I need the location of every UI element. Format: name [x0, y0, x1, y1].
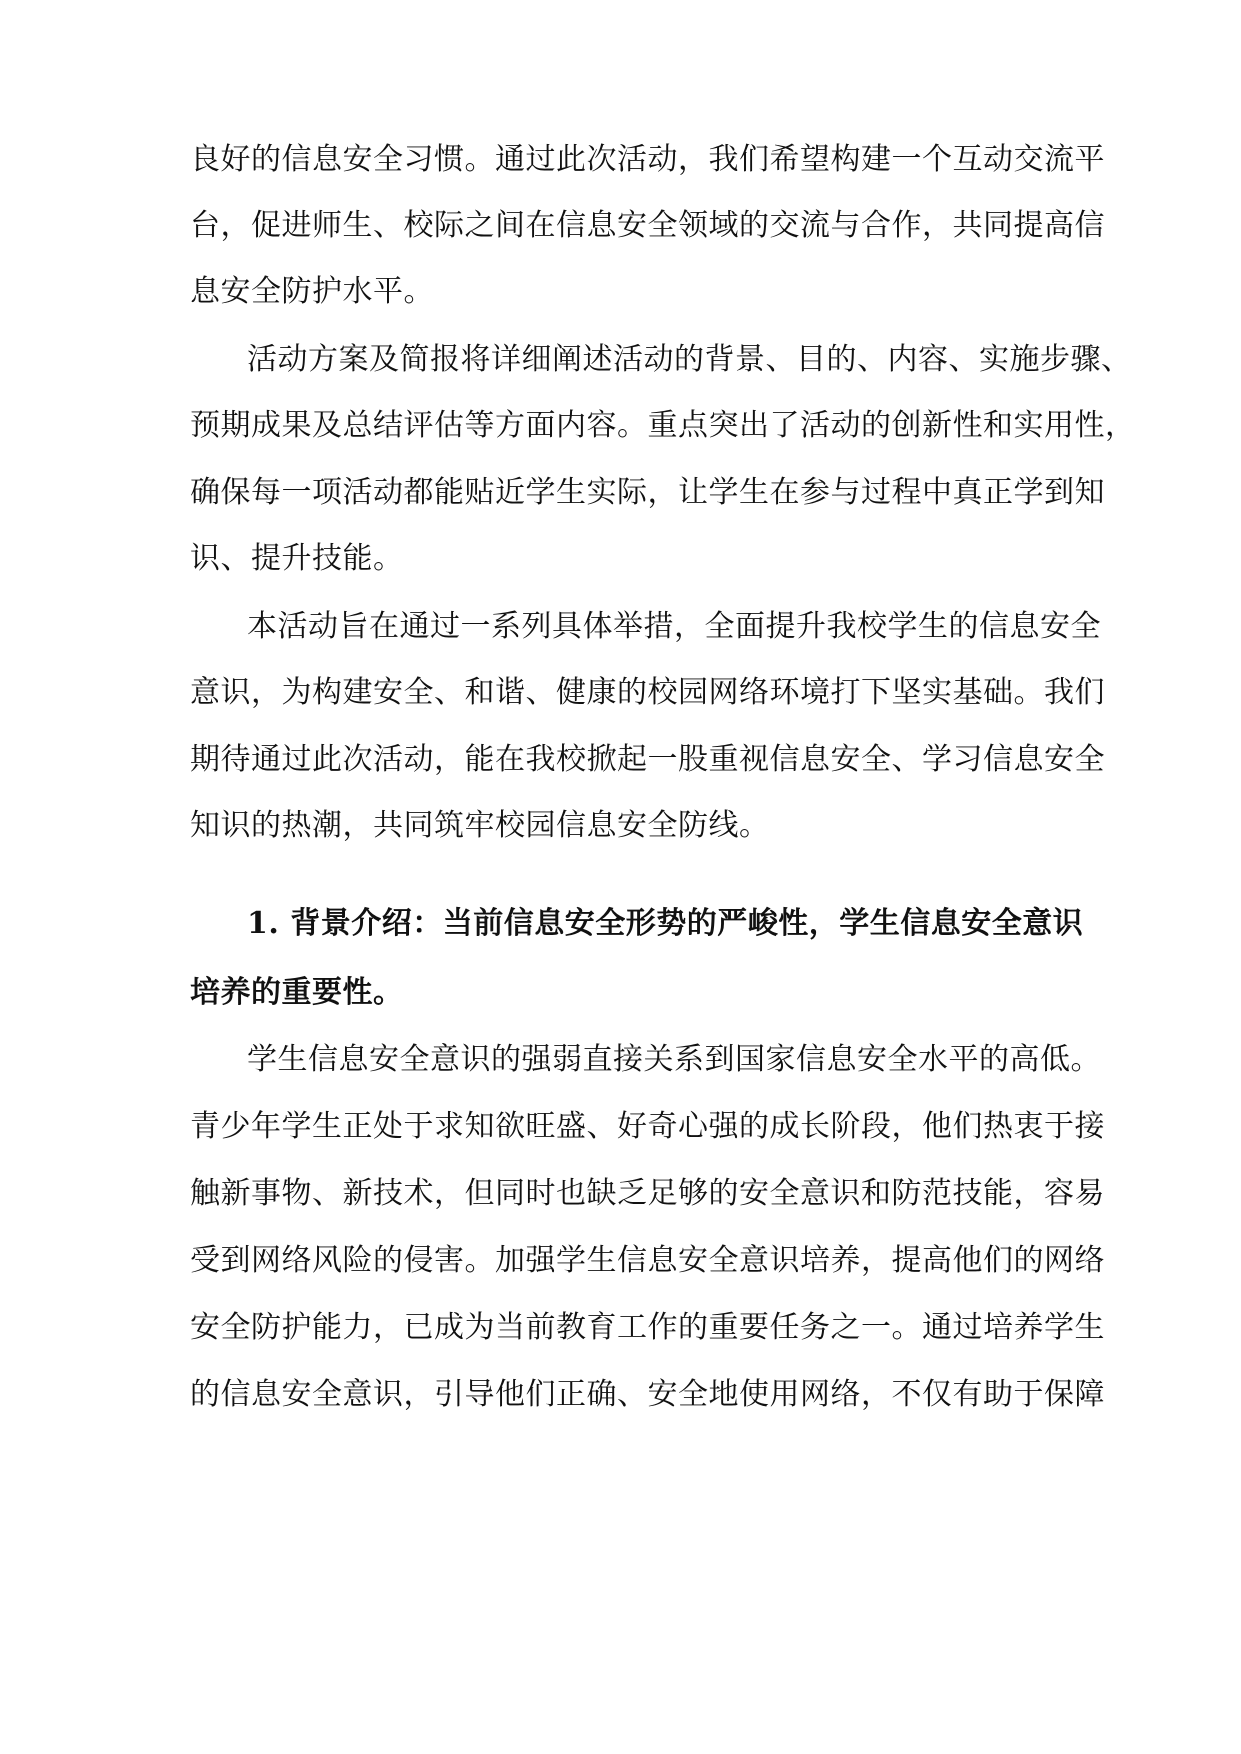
- paragraph-4-line-1: 学生信息安全意识的强弱直接关系到国家信息安全水平的高低。: [247, 1042, 1101, 1077]
- paragraph-2-line-2: 预期成果及总结评估等方面内容。重点突出了活动的创新性和实用性，: [190, 408, 1136, 443]
- paragraph-3-line-1: 本活动旨在通过一系列具体举措，全面提升我校学生的信息安全: [247, 609, 1101, 644]
- paragraph-3-line-3: 期待通过此次活动，能在我校掀起一股重视信息安全、学习信息安全: [190, 742, 1105, 777]
- section-heading-line-1: 1. 背景介绍：当前信息安全形势的严峻性，学生信息安全意识: [247, 906, 1084, 941]
- paragraph-2-line-3: 确保每一项活动都能贴近学生实际，让学生在参与过程中真正学到知: [190, 475, 1105, 510]
- paragraph-2-line-4: 识、提升技能。: [190, 541, 404, 576]
- paragraph-3-line-4: 知识的热潮，共同筑牢校园信息安全防线。: [190, 808, 770, 843]
- paragraph-4-line-6: 的信息安全意识，引导他们正确、安全地使用网络，不仅有助于保障: [190, 1377, 1105, 1412]
- paragraph-4-line-2: 青少年学生正处于求知欲旺盛、好奇心强的成长阶段，他们热衷于接: [190, 1109, 1105, 1144]
- paragraph-4-line-4: 受到网络风险的侵害。加强学生信息安全意识培养，提高他们的网络: [190, 1243, 1105, 1278]
- paragraph-4-line-3: 触新事物、新技术，但同时也缺乏足够的安全意识和防范技能，容易: [190, 1176, 1105, 1211]
- section-heading-line-2: 培养的重要性。: [190, 975, 404, 1010]
- paragraph-2-line-1: 活动方案及简报将详细阐述活动的背景、目的、内容、实施步骤、: [247, 342, 1132, 377]
- paragraph-1-line-2: 台，促进师生、校际之间在信息安全领域的交流与合作，共同提高信: [190, 208, 1105, 243]
- paragraph-1-line-1: 良好的信息安全习惯。通过此次活动，我们希望构建一个互动交流平: [190, 142, 1105, 177]
- paragraph-1-line-3: 息安全防护水平。: [190, 274, 434, 309]
- paragraph-3-line-2: 意识，为构建安全、和谐、健康的校园网络环境打下坚实基础。我们: [190, 675, 1105, 710]
- paragraph-4-line-5: 安全防护能力，已成为当前教育工作的重要任务之一。通过培养学生: [190, 1310, 1105, 1345]
